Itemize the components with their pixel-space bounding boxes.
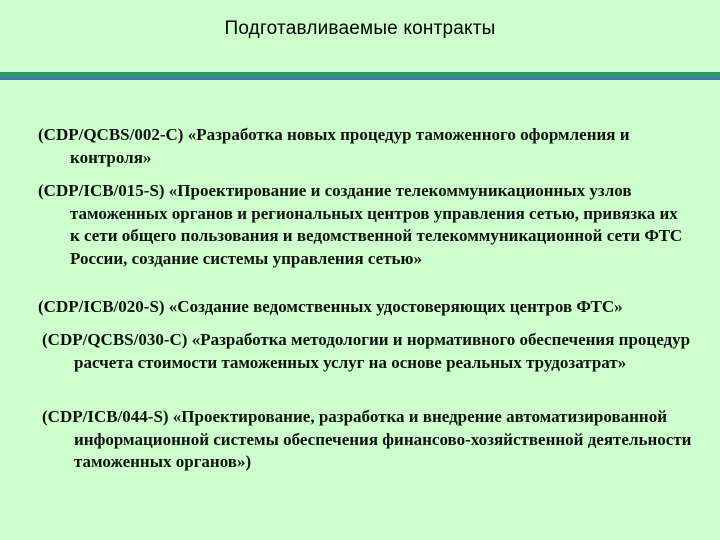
contract-item: (CDP/ICB/015-S) «Проектирование и создание телекоммуникационных узлов таможенных органов и региональных центров управления сетью, привязка их к сети общего пользования и ведомственной телекоммуникационной сети ФТС России, создание системы управления сетью» (38, 181, 683, 268)
contract-item: (CDP/QCBS/002-C) «Разработка новых процедур таможенного оформления и контроля» (38, 125, 630, 167)
contract-item: (CDP/ICB/044-S) «Проектирование, разработка и внедрение автоматизированной информационной системы обеспечения финансово-хозяйственной деятельности таможенных органов») (42, 407, 692, 471)
page-title: Подготавливаемые контракты (224, 18, 496, 39)
contract-item: (CDP/QCBS/030-C) «Разработка методологии и нормативного обеспечения процедур расчета стоимости таможенных услуг на основе реальных трудозатрат» (42, 330, 691, 372)
title-divider-accent (0, 77, 720, 80)
contract-item: (CDP/ICB/020-S) «Создание ведомственных удостоверяющих центров ФТС» (38, 297, 623, 316)
